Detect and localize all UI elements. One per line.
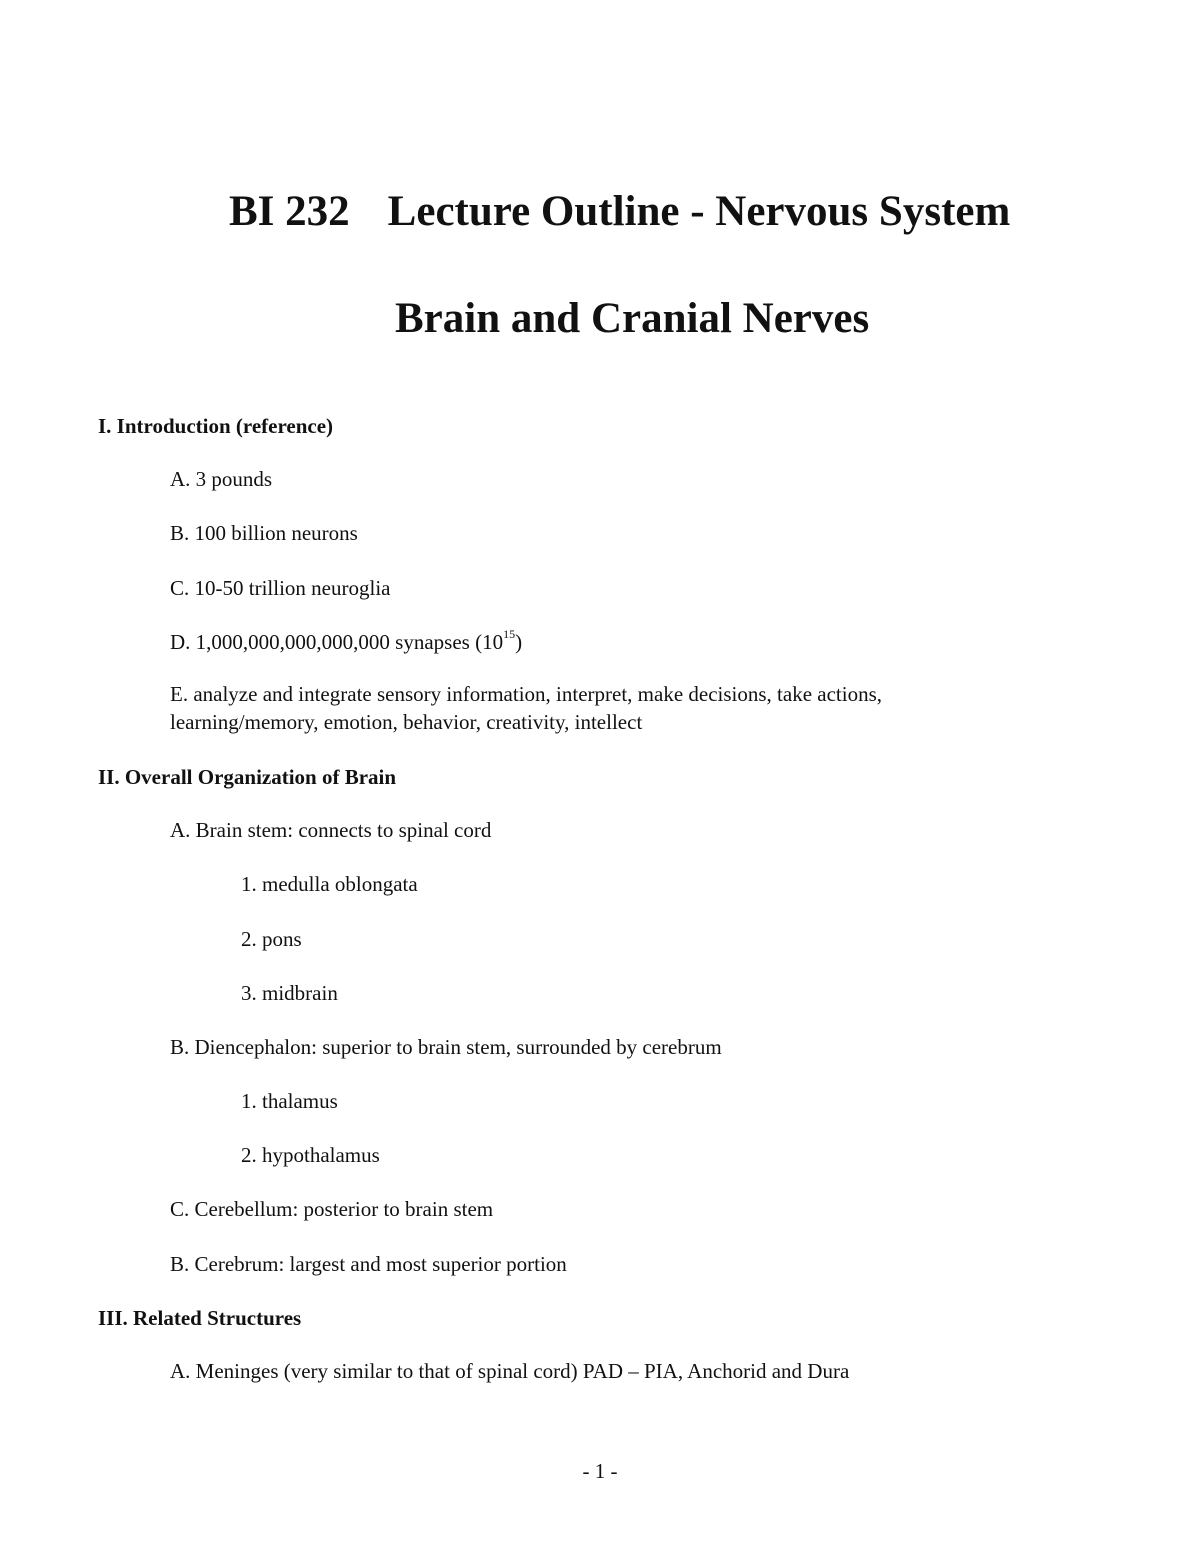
section-heading-organization: II. Overall Organization of Brain: [98, 765, 397, 789]
outline-subitem: 1. thalamus: [241, 1089, 338, 1113]
outline-subitem: 2. hypothalamus: [241, 1143, 380, 1167]
outline-item: A. 3 pounds: [170, 467, 273, 491]
synapses-text: D. 1,000,000,000,000,000 synapses (10: [170, 630, 504, 654]
outline-item: B. Diencephalon: superior to brain stem, surrounded by cerebrum: [170, 1035, 722, 1059]
outline-item: B. Cerebrum: largest and most superior portion: [170, 1252, 567, 1276]
functions-line-2: learning/memory, emotion, behavior, creativity, intellect: [170, 710, 643, 734]
document-title: [229, 190, 1010, 233]
outline-item-functions: [170, 680, 1030, 736]
outline-subitem: 3. midbrain: [241, 981, 338, 1005]
section-heading-introduction: I. Introduction (reference): [98, 414, 334, 438]
outline-item: A. Meninges (very similar to that of spinal cord) PAD – PIA, Anchorid and Dura: [170, 1359, 850, 1383]
outline-item-synapses: [170, 627, 523, 654]
outline-subitem: 1. medulla oblongata: [241, 872, 418, 896]
synapses-close: ): [515, 630, 523, 654]
document-subtitle: Brain and Cranial Nerves: [395, 295, 870, 342]
lecture-title: Lecture Outline - Nervous System: [387, 188, 1011, 235]
outline-item: C. 10-50 trillion neuroglia: [170, 576, 391, 600]
page-number: - 1 -: [582, 1459, 618, 1483]
outline-item: A. Brain stem: connects to spinal cord: [170, 818, 492, 842]
section-heading-related-structures: III. Related Structures: [98, 1306, 302, 1330]
outline-item: C. Cerebellum: posterior to brain stem: [170, 1197, 494, 1221]
functions-line-1: E. analyze and integrate sensory information, interpret, make decisions, take actions,: [170, 682, 883, 706]
course-code: BI 232: [229, 188, 350, 235]
exponent: 15: [503, 627, 516, 641]
outline-item: B. 100 billion neurons: [170, 521, 358, 545]
outline-subitem: 2. pons: [241, 927, 302, 951]
